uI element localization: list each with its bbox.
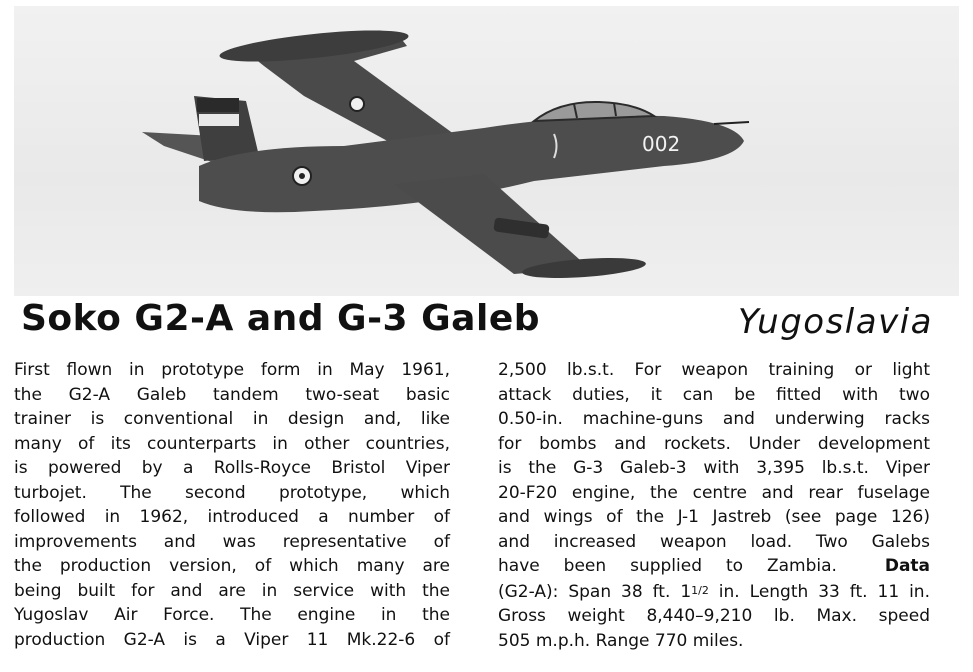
text-line: have been supplied to Zambia. [498, 556, 837, 576]
fraction: 1/2 [691, 583, 709, 597]
left-text-column [14, 358, 450, 652]
aircraft-illustration [14, 6, 959, 296]
text-line: the production version, of which many are [14, 556, 450, 576]
text-line: 2,500 lb.s.t. For weapon training or light [498, 360, 930, 380]
text-line: many of its counterparts in other countries, [14, 433, 450, 454]
text-line: Yugoslav Air Force. The engine in the [14, 605, 450, 625]
data-length-text: in. Length 33 ft. 11 in. [708, 581, 930, 602]
aircraft-marking: 002 [642, 132, 681, 156]
text-line: followed in 1962, introduced a number of [14, 507, 450, 527]
text-line: 0.50-in. machine-guns and underwing racks [498, 409, 930, 429]
page-title: Soko G2-A and G-3 Galeb [21, 298, 540, 339]
text-line: First flown in prototype form in May 1961, [14, 360, 450, 380]
text-line: being built for and are in service with the [14, 580, 450, 601]
text-line: the G2-A Galeb tandem two-seat basic [14, 384, 450, 405]
text-line: is powered by a Rolls-Royce Bristol Viper [14, 458, 450, 478]
text-line: and wings of the J-1 Jastreb (see page 126) [498, 507, 930, 527]
text-line: trainer is conventional in design and, like [14, 409, 450, 429]
data-label: Data [884, 556, 931, 576]
text-line-with-data-label [498, 554, 930, 579]
text-line: is the G-3 Galeb-3 with 3,395 lb.s.t. Viper [498, 458, 930, 478]
text-line: attack duties, it can be fitted with two [498, 384, 930, 405]
data-line-weight-speed: Gross weight 8,440–9,210 lb. Max. speed [498, 606, 930, 626]
text-line: and increased weapon load. Two Galebs [498, 531, 930, 552]
country-label: Yugoslavia [738, 302, 933, 342]
text-line: production G2-A is a Viper 11 Mk.22-6 of [14, 629, 450, 650]
text-line: 20-F20 engine, the centre and rear fuselage [498, 482, 930, 503]
text-line: turbojet. The second prototype, which [14, 482, 450, 503]
data-span-text: (G2-A): Span 38 ft. 1 [498, 581, 692, 602]
aircraft-photo [14, 6, 959, 296]
text-line: improvements and was representative of [14, 531, 450, 552]
data-line-dimensions [498, 579, 930, 605]
data-line-range: 505 m.p.h. Range 770 miles. [498, 630, 744, 651]
right-text-column [498, 358, 930, 653]
text-line: for bombs and rockets. Under development [498, 433, 930, 454]
